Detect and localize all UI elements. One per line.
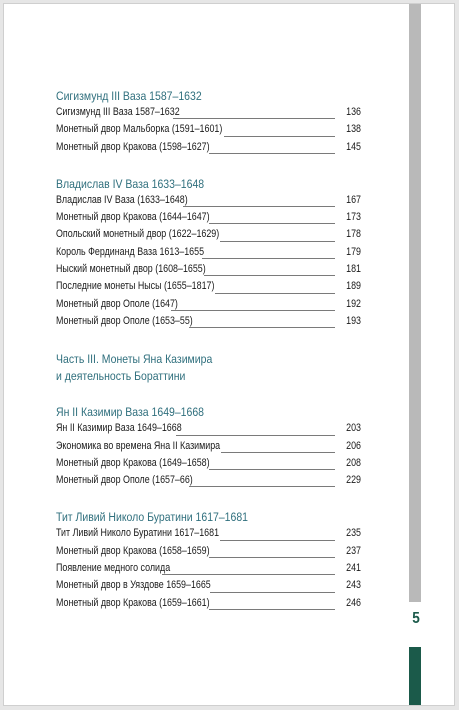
page-number: 5	[412, 610, 420, 627]
entry-title: Монетный двор Кракова (1649–1658)	[56, 456, 210, 469]
book-page	[3, 3, 455, 706]
entry-page: 229	[346, 474, 361, 487]
entry-page: 246	[346, 596, 361, 609]
entry-title: Монетный двор в Уяздове 1659–1665	[56, 579, 211, 592]
dot-leader	[171, 310, 335, 311]
toc-entry[interactable]	[56, 280, 361, 297]
dot-leader	[189, 327, 335, 328]
table-of-contents	[56, 89, 361, 633]
toc-entry[interactable]	[56, 141, 361, 158]
toc-entry[interactable]	[56, 194, 361, 211]
dot-leader	[162, 574, 335, 575]
dot-leader	[189, 486, 335, 487]
entry-page: 193	[346, 314, 361, 327]
toc-section	[56, 89, 361, 158]
accent-block	[409, 647, 421, 706]
entry-title: Последние монеты Нысы (1655–1817)	[56, 280, 215, 293]
toc-entry[interactable]	[56, 597, 361, 614]
dot-leader	[221, 452, 335, 453]
dot-leader	[220, 241, 335, 242]
toc-entry[interactable]	[56, 527, 361, 544]
toc-entry[interactable]	[56, 298, 361, 315]
toc-entry[interactable]	[56, 211, 361, 228]
toc-entry[interactable]	[56, 246, 361, 263]
entry-page: 208	[346, 456, 361, 469]
dot-leader	[220, 540, 335, 541]
dot-leader	[209, 609, 335, 610]
part-heading-block	[56, 351, 361, 385]
entry-page: 203	[346, 422, 361, 435]
toc-entry[interactable]	[56, 315, 361, 332]
dot-leader	[173, 118, 335, 119]
section-heading[interactable]: Тит Ливий Николо Буратини 1617–1681	[56, 510, 249, 525]
dot-leader	[209, 153, 335, 154]
dot-leader	[202, 258, 335, 259]
entry-title: Опольский монетный двор (1622–1629)	[56, 228, 220, 241]
entry-title: Сигизмунд III Ваза 1587–1632	[56, 106, 180, 118]
entry-page: 173	[346, 211, 361, 224]
toc-entry[interactable]	[56, 106, 361, 123]
entry-page: 237	[346, 544, 361, 557]
toc-section	[56, 510, 361, 613]
dot-leader	[209, 223, 335, 224]
entry-page: 179	[346, 245, 361, 258]
entry-title: Монетный двор Кракова (1658–1659)	[56, 544, 210, 557]
section-heading[interactable]: Владислав IV Ваза 1633–1648	[56, 176, 205, 191]
dot-leader	[224, 136, 335, 137]
dot-leader	[176, 435, 335, 436]
part-heading-line[interactable]: и деятельность Бораттини	[56, 369, 186, 384]
entry-page: 138	[346, 123, 361, 136]
entry-page: 181	[346, 263, 361, 276]
sidebar-gray-bar	[409, 4, 421, 602]
entry-title: Монетный двор Ополе (1657–66)	[56, 474, 193, 487]
dot-leader	[183, 206, 335, 207]
toc-section	[56, 405, 361, 491]
toc-entry[interactable]	[56, 457, 361, 474]
entry-title: Ныский монетный двор (1608–1655)	[56, 263, 206, 276]
entry-page: 136	[346, 106, 361, 118]
dot-leader	[209, 557, 335, 558]
dot-leader	[210, 592, 335, 593]
entry-title: Монетный двор Кракова (1644–1647)	[56, 211, 210, 224]
toc-entry[interactable]	[56, 474, 361, 491]
toc-entry[interactable]	[56, 123, 361, 140]
entry-page: 189	[346, 280, 361, 293]
section-heading[interactable]: Ян II Казимир Ваза 1649–1668	[56, 405, 205, 420]
entry-page: 167	[346, 193, 361, 206]
entry-page: 192	[346, 297, 361, 310]
toc-entry[interactable]	[56, 440, 361, 457]
entry-title: Монетный двор Ополе (1653–55)	[56, 314, 193, 327]
entry-title: Монетный двор Мальборка (1591–1601)	[56, 123, 223, 136]
dot-leader	[209, 469, 335, 470]
entry-title: Король Фердинанд Ваза 1613–1655	[56, 245, 205, 258]
entry-title: Владислав IV Ваза (1633–1648)	[56, 193, 188, 206]
entry-page: 235	[346, 527, 361, 540]
dot-leader	[204, 275, 335, 276]
entry-title: Экономика во времена Яна II Казимира	[56, 439, 221, 452]
toc-entry[interactable]	[56, 545, 361, 562]
entry-page: 206	[346, 439, 361, 452]
entry-page: 243	[346, 579, 361, 592]
entry-page: 145	[346, 140, 361, 153]
entry-title: Появление медного солида	[56, 562, 171, 575]
toc-entry[interactable]	[56, 422, 361, 439]
entry-page: 241	[346, 562, 361, 575]
part-heading-line[interactable]: Часть III. Монеты Яна Казимира	[56, 352, 213, 367]
toc-entry[interactable]	[56, 579, 361, 596]
toc-entry[interactable]	[56, 228, 361, 245]
entry-title: Монетный двор Кракова (1659–1661)	[56, 596, 210, 609]
entry-title: Ян II Казимир Ваза 1649–1668	[56, 422, 182, 435]
entry-title: Монетный двор Ополе (1647)	[56, 297, 178, 310]
dot-leader	[215, 293, 335, 294]
toc-entry[interactable]	[56, 263, 361, 280]
toc-section	[56, 177, 361, 332]
entry-page: 178	[346, 228, 361, 241]
entry-title: Монетный двор Кракова (1598–1627)	[56, 140, 210, 153]
entry-title: Тит Ливий Николо Буратини 1617–1681	[56, 527, 220, 540]
toc-entry[interactable]	[56, 562, 361, 579]
section-heading[interactable]: Сигизмунд III Ваза 1587–1632	[56, 89, 202, 103]
